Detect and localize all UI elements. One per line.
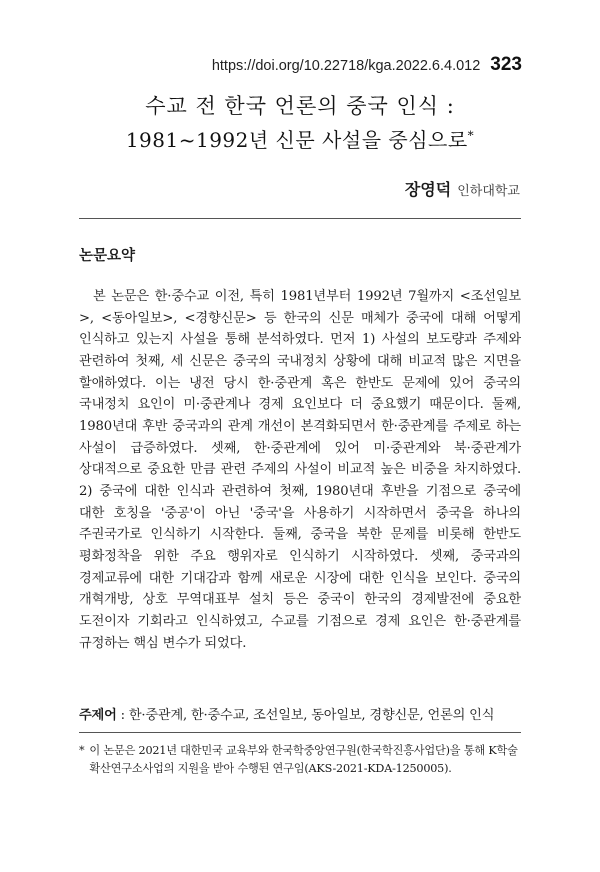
subtitle-footnote-mark: * xyxy=(467,128,475,143)
page-number: 323 xyxy=(490,54,522,75)
footnote-divider xyxy=(79,732,521,733)
paper-subtitle-text: 1981~1992년 신문 사설을 중심으로 xyxy=(125,128,468,152)
header-divider xyxy=(79,218,521,219)
page-header xyxy=(212,54,522,82)
author-affiliation: 인하대학교 xyxy=(457,184,520,199)
keywords-label: 주제어 xyxy=(79,708,117,723)
footnote-text: 이 논문은 2021년 대한민국 교육부와 한국학중앙연구원(한국학진흥사업단)을 통해 K학술확산연구소사업의 지원을 받아 수행된 연구임(AKS-2021-KDA-1250005). xyxy=(89,744,518,775)
abstract-body: 본 논문은 한·중수교 이전, 특히 1981년부터 1992년 7월까지 <조선일보>, <동아일보>, <경향신문> 등 한국의 신문 매체가 중국에 대해 어떻게 인식하고 있는지 사설을 통해 분석하였다. 먼저 1) 사설의 보도량과 주제와 관련하여 첫째, 세 신문은 중국의 국내정치 상황에 대해 비교적 많은 지면을 할애하였다. 이는 냉전 당시 한·중관계 혹은 한반도 문제에 있어 중국의 국내정치 요인이 미·중관계나 경제 요인보다 더 중요했기 때문이다. 둘째, 1980년대 후반 중국과의 관계 개선이 본격화되면서 한·중관계를 주제로 하는 사설이 급증하였다. 셋째, 한·중관계에 있어 미·중관계와 북·중관계가 상대적으로 중요한 만큼 관련 주제의 사설이 비교적 높은 비중을 차지하였다. 2) 중국에 대한 인식과 관련하여 첫째, 1980년대 후반을 기점으로 중국에 대한 호칭을 '중공'이 아닌 '중국'을 사용하기 시작하면서 중국을 하나의 주권국가로 인식하기 시작한다. 둘째, 중국을 북한 문제를 비롯해 한반도 평화정착을 위한 주요 행위자로 인식하기 시작하였다. 셋째, 중국과의 경제교류에 대한 기대감과 함께 새로운 시장에 대한 인식을 보인다. 중국의 개혁개방, 상호 무역대표부 설치 등은 중국이 한국의 경제발전에 중요한 도전이자 기회라고 인식하였고, 수교를 기점으로 경제 요인은 한·중관계를 규정하는 핵심 변수가 되었다. xyxy=(79,289,521,651)
keywords-separator: : xyxy=(116,708,129,723)
keywords-items: 한·중관계, 한·중수교, 조선일보, 동아일보, 경향신문, 언론의 인식 xyxy=(128,708,495,723)
abstract-heading: 논문요약 xyxy=(79,248,136,264)
footnote xyxy=(79,742,525,777)
author-block xyxy=(405,177,520,200)
paper-subtitle xyxy=(0,124,600,153)
doi-link[interactable]: https://doi.org/10.22718/kga.2022.6.4.012 xyxy=(211,58,481,74)
keywords-line xyxy=(79,704,529,723)
author-name: 장영덕 xyxy=(404,180,452,199)
footnote-mark: * xyxy=(79,744,85,757)
paper-title: 수교 전 한국 언론의 중국 인식 : xyxy=(145,94,455,118)
